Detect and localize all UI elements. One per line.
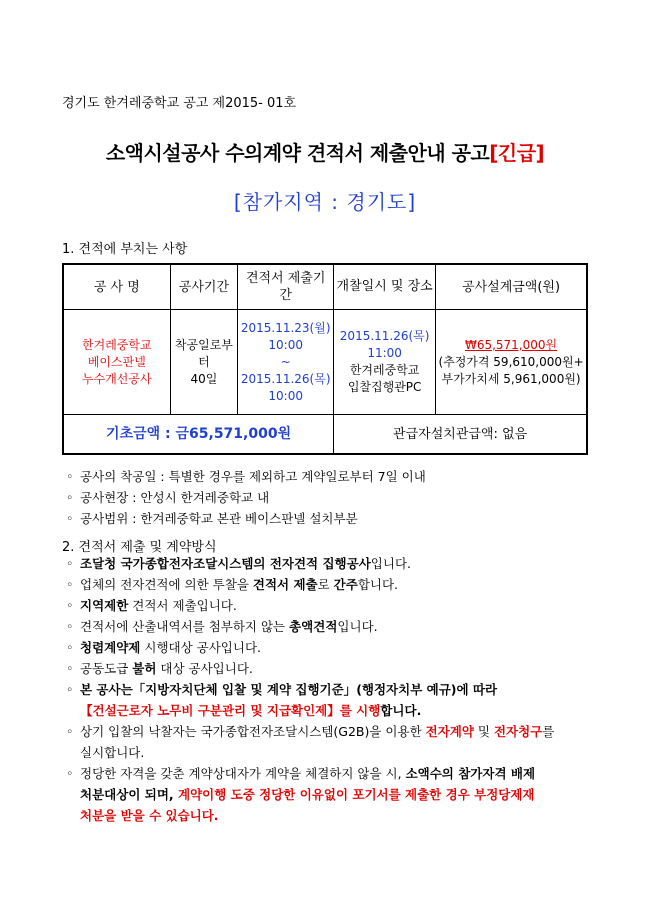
text: 로 [317, 577, 334, 592]
submit-line: 10:00 [268, 388, 303, 403]
list-item [66, 595, 596, 616]
list-item [66, 553, 596, 574]
project-name-line: 베이스판넬 [87, 354, 146, 369]
text: 입니다. [337, 619, 378, 634]
highlight: 전자청구 [493, 724, 543, 739]
emphasis: 청렴계약제 [80, 640, 141, 655]
project-name-line: 한겨레중학교 [82, 337, 152, 352]
list-item-continuation [66, 700, 596, 721]
highlight: 계약이행 도중 정당한 이유없이 포기서를 제출한 경우 부정당제재 [178, 787, 535, 802]
opening-line: 2015.11.26(목) [339, 329, 430, 343]
submit-line: 2015.11.26(목) [240, 371, 331, 386]
section2-heading: 2. 견적서 제출 및 계약방식 [62, 540, 217, 555]
submit-line: 10:00 [268, 337, 303, 352]
list-item [66, 679, 596, 700]
text: 대상 공사입니다. [156, 661, 253, 676]
header-opening: 개찰일시 및 장소 [334, 264, 436, 310]
text: 및 [473, 724, 494, 739]
header-submit-period: 견적서 제출기간 [238, 264, 334, 310]
list-item: ◦ 공사범위 : 한겨레중학교 본관 베이스판넬 설치부분 [66, 508, 596, 529]
cell-opening [334, 310, 436, 415]
project-name-line: 누수개선공사 [82, 371, 152, 386]
table-row [63, 310, 587, 415]
section1-heading: 1. 견적에 부치는 사항 [62, 242, 188, 257]
period-line: 착공일로부터 [174, 337, 233, 369]
cell-design-amount [436, 310, 587, 415]
text: 상기 입찰의 낙찰자는 국가종합전자조달시스템(G2B)을 이용한 [80, 724, 426, 739]
submit-line: ~ [280, 354, 291, 369]
text: 를 [542, 724, 555, 739]
opening-line: 한겨레중학교 [349, 363, 420, 377]
highlight: 처분을 받을 수 있습니다. [80, 808, 219, 823]
title-main: 소액시설공사 수의계약 견적서 제출안내 공고 [105, 141, 490, 165]
bid-info-table [62, 263, 588, 455]
text: (행정자치부 예규)에 따라 [356, 682, 498, 697]
period-line: 40일 [190, 371, 218, 386]
participation-region: [참가지역 : 경기도] [233, 190, 417, 214]
header-project-name: 공 사 명 [63, 264, 170, 310]
list-item: ◦ 공사현장 : 안성시 한겨레중학교 내 [66, 487, 596, 508]
header-design-amount: 공사설계금액(원) [436, 264, 587, 310]
text: 견적서에 산출내역서를 첨부하지 않는 [80, 619, 290, 634]
amount-sub-line: (추정가격 59,610,000원+ [438, 354, 584, 369]
base-amount: 기초금액 : 금65,571,000원 [63, 415, 334, 455]
text: 업체의 전자견적에 의한 투찰을 [80, 577, 253, 592]
list-item [66, 721, 596, 742]
list-item [66, 763, 596, 784]
amount-sub-line: 부가가치세 5,961,000원) [441, 371, 581, 386]
list-item: ◦ 공사의 착공일 : 특별한 경우를 제외하고 계약일로부터 7일 이내 [66, 466, 596, 487]
emphasis: 조달청 국가종합전자조달시스템의 전자견적 집행공사 [80, 556, 371, 571]
list-item [66, 574, 596, 595]
text: 시행대상 공사입니다. [140, 640, 261, 655]
highlight: 【건설근로자 노무비 구분관리 및 지급확인제】를 시행 [80, 703, 381, 718]
text: 합니다. [380, 703, 422, 718]
header-construction-period: 공사기간 [170, 264, 238, 310]
title-urgent: [긴급] [489, 141, 545, 165]
emphasis: 소액수의 참가자격 배제 [405, 766, 536, 781]
emphasis: 견적서 제출 [252, 577, 318, 592]
cell-submit-period [238, 310, 334, 415]
emphasis: 불허 [132, 661, 157, 676]
text: 합니다. [357, 577, 399, 592]
list-item-continuation [66, 805, 596, 826]
text: 견적서 제출입니다. [128, 598, 237, 613]
cell-project-name [63, 310, 170, 415]
section2-bullets [66, 553, 596, 826]
list-item [66, 658, 596, 679]
opening-line: 입찰집행관PC [347, 380, 422, 394]
text: 공동도급 [80, 661, 133, 676]
highlight: 전자계약 [425, 724, 474, 739]
cell-construction-period [170, 310, 238, 415]
notice-number: 경기도 한겨레중학교 공고 제2015- 01호 [62, 96, 297, 111]
emphasis: 본 공사는「지방자치단체 입찰 및 계약 집행기준」 [80, 682, 357, 697]
section1-bullets [66, 466, 596, 529]
emphasis: 총액견적 [289, 619, 338, 634]
table-header-row [63, 264, 587, 310]
emphasis: 지역제한 [80, 598, 129, 613]
emphasis: 처분대상 [80, 787, 129, 802]
submit-line: 2015.11.23(월) [240, 320, 331, 335]
list-item [66, 637, 596, 658]
opening-line: 11:00 [367, 346, 402, 360]
text: 입니다. [370, 556, 411, 571]
text: 정당한 자격을 갖춘 계약상대자가 계약을 체결하지 않을 시, [80, 766, 406, 781]
text: 이 되며, [128, 787, 178, 802]
page-title [0, 137, 650, 166]
list-item-continuation [66, 784, 596, 805]
list-item [66, 616, 596, 637]
official-amount: 관급자설치관급액: 없음 [334, 415, 587, 455]
table-footer-row [63, 415, 587, 455]
amount-main: ₩65,571,000원 [464, 337, 558, 352]
emphasis: 간주 [333, 577, 358, 592]
list-item-continuation: 실시합니다. [80, 745, 145, 760]
